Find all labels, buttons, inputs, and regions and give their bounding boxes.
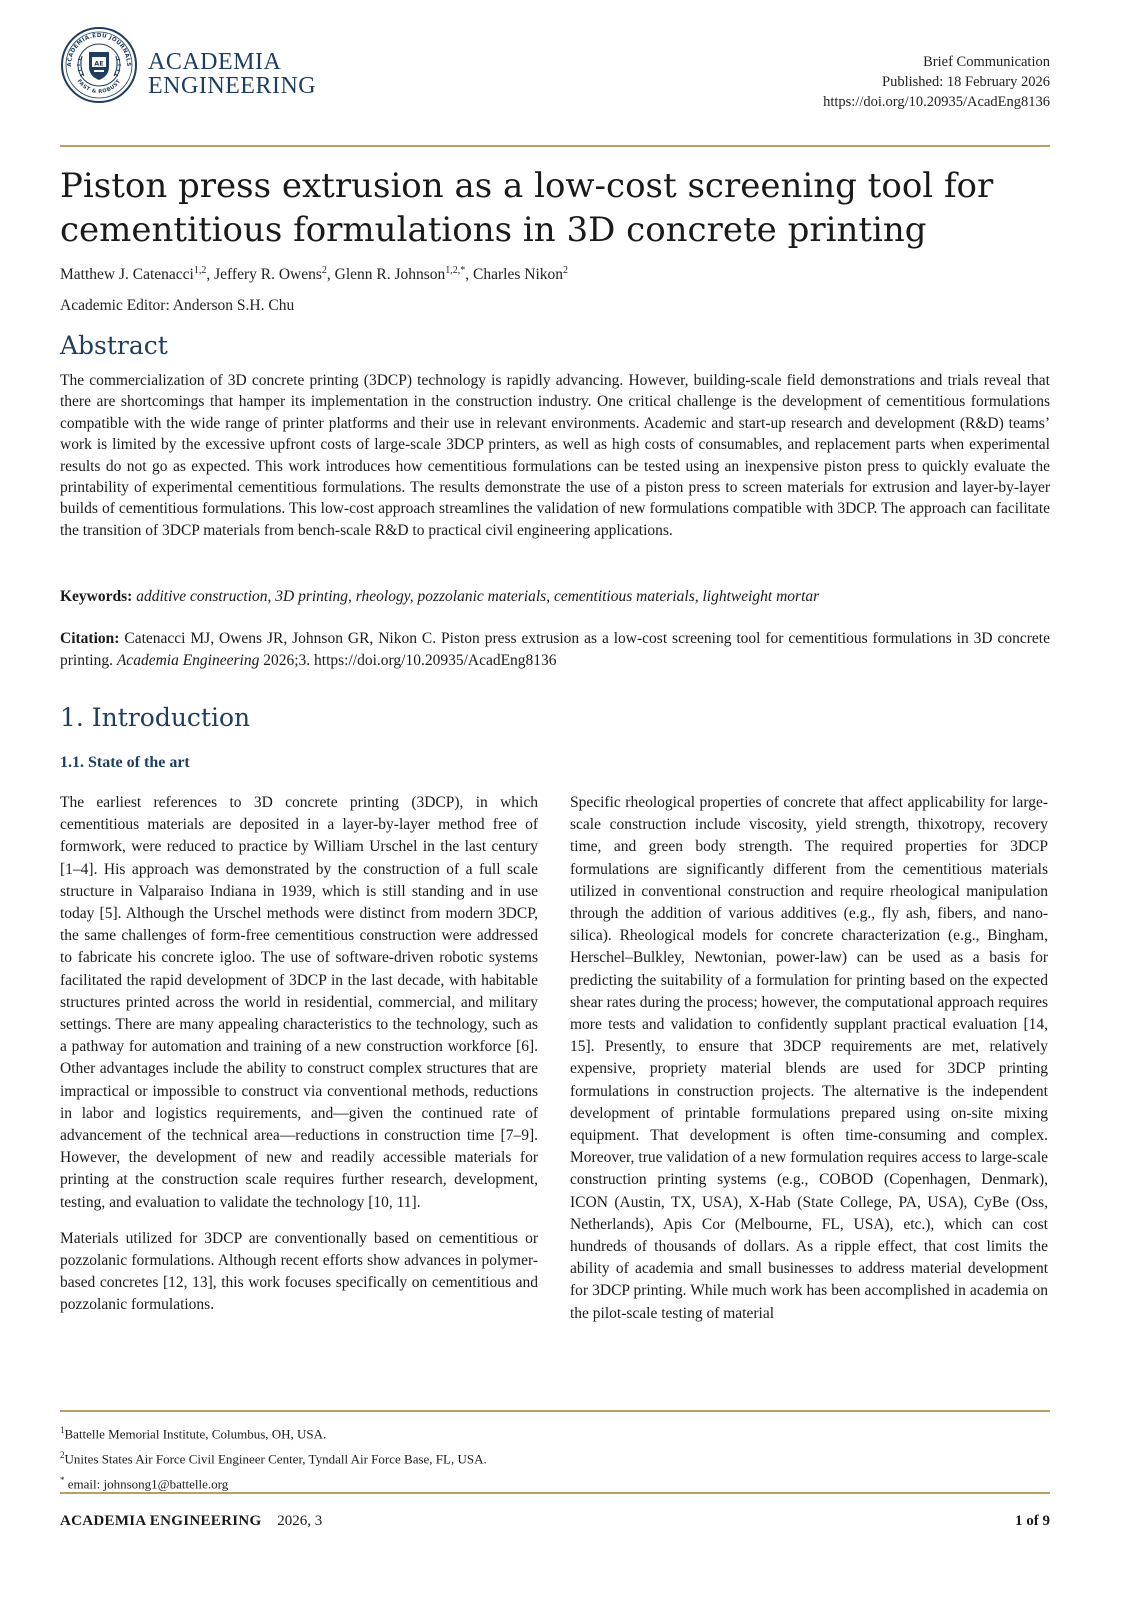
article-meta: [823, 52, 1050, 112]
author-affiliation: 2: [321, 265, 327, 276]
author-name: Glenn R. Johnson: [334, 266, 446, 284]
keywords: [60, 588, 1050, 606]
citation-text: Catenacci MJ, Owens JR, Johnson GR, Nikon C. Piston press extrusion as a low-cost screening tool for cementitious formulations in 3D concrete printing.: [60, 630, 1050, 669]
author-list: Matthew J. Catenacci$^{1,2}$, Jeffery R. Owens$^2$, Glenn R. Johnson$^{1,2,*}$, Charles Nikon$^2$: [60, 265, 569, 284]
body-paragraph: Specific rheological properties of concrete that affect applicability for large-scale construction include viscosity, yield strength, thixotropy, recovery time, and green body strength. The required properties for 3DCP formulations are significantly different from the cementitious materials utilized in conventional construction and require rheological manipulation through the addition of various additives (e.g., fly ash, fibers, and nano-silica). Rheological models for concrete characterization (e.g., Bingham, Herschel–Bulkley, Newtonian, power-law) can be used as a basis for predicting the suitability of a formulation for printing based on the expected shear rates during the process; however, the computational approach requires more tests and validation to confidently supplant practical evaluation [14, 15]. Presently, to ensure that 3DCP requirements are met, relatively expensive, propriety material blends are used for 3DCP printing formulations in construction projects. The alternative is the independent development of printable formulations prepared using on-site mixing equipment. That development is often time-consuming and complex. Moreover, true validation of a new formulation requires access to large-scale construction printing systems (e.g., COBOD (Copenhagen, Denmark), ICON (Austin, TX, USA), X-Hab (State College, PA, USA), CyBe (Oss, Netherlands), Apis Cor (Melbourne, FL, USA), etc.), which can cost hundreds of thousands of dollars. As a ripple effect, that cost limits the ability of academia and small businesses to address material development for 3DCP printing. While much work has been accomplished in academia on the pilot-scale testing of material: [570, 794, 1048, 1322]
body-column-left: [60, 792, 538, 1331]
footnote-mark: *: [60, 1474, 65, 1485]
journal-brand: [148, 50, 316, 98]
abstract-heading: Abstract: [60, 331, 168, 360]
footnote-mark: 1: [60, 1425, 65, 1435]
doi-link[interactable]: https://doi.org/10.20935/AcadEng8136: [823, 94, 1050, 110]
page-number: 1 of 9: [1015, 1513, 1050, 1529]
footnotes: [60, 1420, 487, 1494]
footer-journal: [60, 1513, 322, 1530]
author-affiliation: 1,2,*: [445, 265, 466, 276]
article-title: Piston press extrusion as a low-cost screening tool for cementitious formulations in 3D concrete printing: [60, 166, 994, 250]
footer-divider: [60, 1492, 1050, 1494]
keywords-label: Keywords:: [60, 588, 133, 605]
footer-journal-name: ACADEMIA ENGINEERING: [60, 1513, 262, 1529]
svg-text:ACADEMIA.EDU JOURNALS: ACADEMIA.EDU JOURNALS: [66, 32, 132, 67]
citation: [60, 628, 1050, 671]
published-date: Published: 18 February 2026: [882, 74, 1050, 90]
footnote-text: Battelle Memorial Institute, Columbus, OH, USA.: [64, 1426, 327, 1442]
citation-label: Citation:: [60, 630, 120, 647]
footer-volume: 2026, 3: [277, 1513, 323, 1529]
header-divider: [60, 145, 1050, 147]
academic-editor: Academic Editor: Anderson S.H. Chu: [60, 297, 295, 314]
footnote-text: Unites States Air Force Civil Engineer Center, Tyndall Air Force Base, FL, USA.: [64, 1451, 487, 1467]
citation-journal: Academia Engineering: [116, 651, 260, 669]
svg-text:FAST & ROBUST: FAST & ROBUST: [75, 78, 123, 96]
journal-seal-logo: [60, 26, 138, 104]
footnote: [60, 1445, 487, 1470]
subsection-heading: 1.1. State of the art: [60, 754, 190, 771]
author-affiliation: 1,2: [193, 265, 207, 276]
footnote: [60, 1420, 487, 1445]
author-affiliation: 2: [563, 265, 569, 276]
article-type: Brief Communication: [923, 54, 1050, 70]
citation-doi: 2026;3. https://doi.org/10.20935/AcadEng8136: [263, 651, 557, 669]
brand-line-2: ENGINEERING: [148, 73, 317, 99]
footnote-mark: 2: [60, 1449, 65, 1460]
introduction-heading: 1. Introduction: [60, 703, 251, 732]
journal-header: [60, 26, 1050, 126]
abstract-text: The commercialization of 3D concrete printing (3DCP) technology is rapidly advancing. However, building-scale field demonstrations and trials reveal that there are shortcomings that hamper its implementation in the construction industry. One critical challenge is the development of cementitious formulations compatible with the wide range of printer platforms and their use in relevant environments. Academic and start-up research and development (R&D) teams’ work is limited by the excessive upfront costs of large-scale 3DCP printers, as well as high costs of consumables, and replacement parts when experimental results do not go as expected. This work introduces how cementitious formulations can be tested using an inexpensive piston press to quickly evaluate the printability of experimental cementitious formulations. The results demonstrate the use of a piston press to screen materials for extrusion and layer-by-layer builds of cementitious formulations. This low-cost approach streamlines the validation of new formulations compatible with 3DCP. The approach can facilitate the transition of 3DCP materials from bench-scale R&D to practical civil engineering applications.: [60, 372, 1050, 539]
author-name: Charles Nikon: [473, 266, 564, 284]
author-name: Matthew J. Catenacci: [60, 266, 194, 284]
body-column-right: [570, 792, 1048, 1339]
body-paragraph: Materials utilized for 3DCP are conventionally based on cementitious or pozzolanic formulations. Although recent efforts show advances in polymer-based concretes [12, 13], this work focuses specifically on cementitious and pozzolanic formulations.: [60, 1229, 538, 1314]
keywords-text: additive construction, 3D printing, rheology, pozzolanic materials, cementitious materials, lightweight mortar: [136, 588, 820, 605]
author-name: Jeffery R. Owens: [214, 266, 322, 284]
svg-text:AE: AE: [94, 59, 104, 68]
body-paragraph: The earliest references to 3D concrete printing (3DCP), in which cementitious materials are deposited in a layer-by-layer method free of formwork, were reduced to practice by William Urschel in the last century [1–4]. His approach was demonstrated by the construction of a full scale structure in Valparaiso Indiana in 1939, which is still standing and in use today [5]. Although the Urschel methods were distinct from modern 3DCP, the same challenges of form-free cementitious construction were addressed to fabricate his concrete igloo. The use of software-driven robotic systems facilitated the rapid development of 3DCP in the last decade, with habitable structures printed across the world in residential, commercial, and military settings. There are many appealing characteristics to the technology, such as a pathway for automation and training of a new construction workforce [6]. Other advantages include the ability to construct complex structures that are impractical or impossible to construct via conventional methods, reductions in labor and logistics requirements, and—given the continued rate of advancement of the technical area—reductions in construction time [7–9]. However, the development of new and readily accessible materials for printing at the construction scale requires further research, development, testing, and evaluation to validate the technology [10, 11].: [60, 794, 538, 1211]
footnote: [60, 1470, 487, 1495]
footnote-divider: [60, 1410, 1050, 1412]
footnote-text: email: johnsong1@battelle.org: [67, 1475, 229, 1491]
brand-line-1: ACADEMIA: [148, 49, 282, 75]
